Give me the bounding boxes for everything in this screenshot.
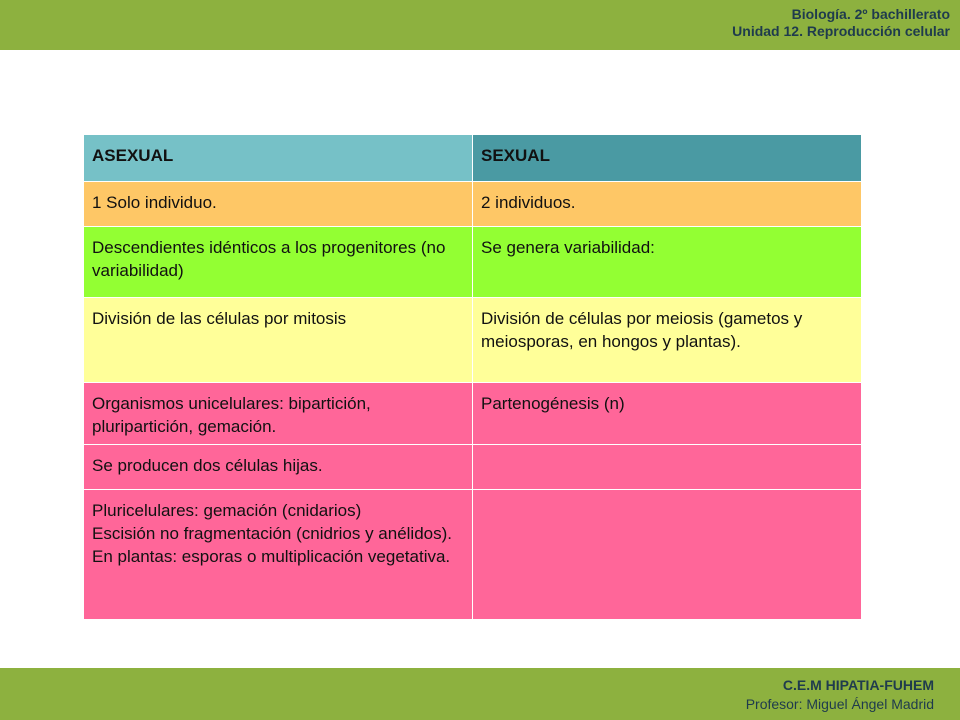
cell-sexual: Partenogénesis (n) <box>473 383 862 445</box>
table-row <box>84 383 862 445</box>
cell-asexual: Descendientes idénticos a los progenitores (no variabilidad) <box>84 227 473 298</box>
header-unit: Unidad 12. Reproducción celular <box>732 23 950 39</box>
cell-sexual: 2 individuos. <box>473 182 862 227</box>
cell-asexual: Organismos unicelulares: bipartición, pluripartición, gemación. <box>84 383 473 445</box>
footer-school: C.E.M HIPATIA-FUHEM <box>782 677 934 693</box>
table-row <box>84 182 862 227</box>
header-cell-sexual: SEXUAL <box>473 135 862 182</box>
cell-asexual: División de las células por mitosis <box>84 298 473 383</box>
cell-asexual: Se producen dos células hijas. <box>84 445 473 490</box>
cell-sexual <box>473 445 862 490</box>
comparison-table <box>83 134 862 620</box>
cell-line: Pluricelulares: gemación (cnidarios) <box>92 501 362 520</box>
table-row <box>84 445 862 490</box>
table-row <box>84 490 862 620</box>
footer <box>746 676 934 714</box>
footer-teacher: Profesor: Miguel Ángel Madrid <box>745 696 934 712</box>
cell-sexual <box>473 490 862 620</box>
cell-sexual: División de células por meiosis (gametos y meiosporas, en hongos y plantas). <box>473 298 862 383</box>
header-course: Biología. 2º bachillerato <box>791 6 950 22</box>
cell-sexual: Se genera variabilidad: <box>473 227 862 298</box>
table-row <box>84 298 862 383</box>
table-header-row <box>84 135 862 182</box>
cell-line: En plantas: esporas o multiplicación vegetativa. <box>92 547 451 566</box>
cell-asexual: 1 Solo individuo. <box>84 182 473 227</box>
cell-line: Escisión no fragmentación (cnidrios y anélidos). <box>92 524 453 543</box>
cell-asexual <box>84 490 473 620</box>
table-row <box>84 227 862 298</box>
header <box>732 6 950 40</box>
header-cell-asexual: ASEXUAL <box>84 135 473 182</box>
